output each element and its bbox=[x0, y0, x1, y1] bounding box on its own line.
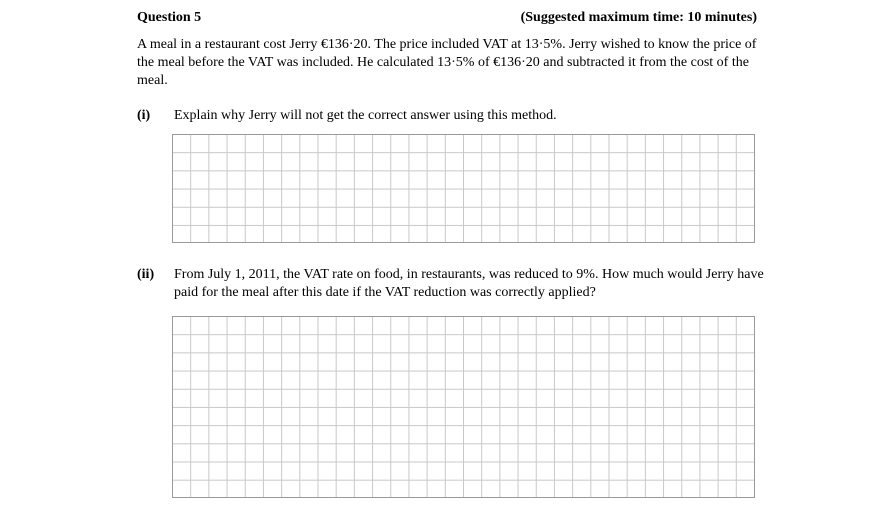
part-i bbox=[137, 107, 762, 127]
question-header bbox=[137, 10, 757, 30]
part-i-label: (i) bbox=[137, 108, 151, 123]
part-ii-label: (ii) bbox=[137, 267, 155, 282]
answer-grid-part-ii[interactable] bbox=[172, 316, 755, 498]
part-i-text: Explain why Jerry will not get the correct answer using this method. bbox=[174, 108, 557, 123]
part-ii bbox=[137, 266, 762, 306]
part-ii-text: From July 1, 2011, the VAT rate on food, in restaurants, was reduced to 9%. How much would Jerry have paid for the meal after this date if the VAT reduction was correctly applied? bbox=[174, 267, 764, 300]
question-title: Question 5 bbox=[137, 10, 202, 25]
answer-grid-part-i[interactable] bbox=[172, 134, 755, 243]
suggested-time: (Suggested maximum time: 10 minutes) bbox=[520, 10, 757, 25]
question-intro: A meal in a restaurant cost Jerry €136·20. The price included VAT at 13·5%. Jerry wished to know the price of the meal before the VAT was included. He calculated 13·5% of €136·20 and subtracted it from the cost of the meal. bbox=[137, 37, 757, 88]
